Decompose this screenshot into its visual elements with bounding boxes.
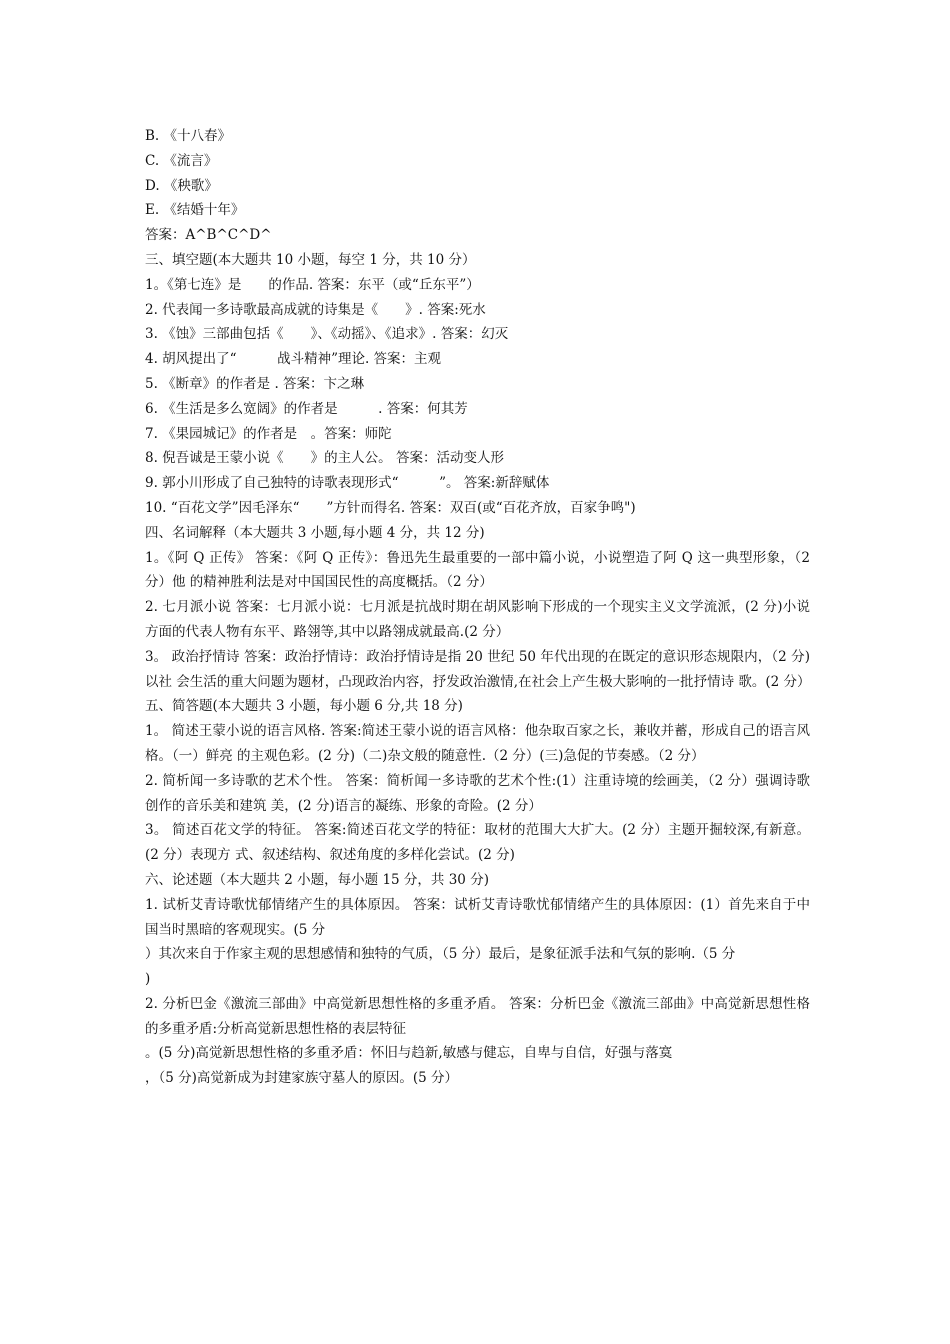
fill-blank-item: 8. 倪吾诚是王蒙小说《 》的主人公。 答案：活动变人形 [145, 450, 504, 467]
answer-line: 答案：A^B^C^D^ [145, 227, 272, 244]
option-e: E. 《结婚十年》 [145, 202, 245, 219]
short-answer-item: 3。 简述百花文学的特征。 答案:简述百花文学的特征：取材的范围大大扩大。(2 分）主题开掘较深,有新意。(2 分）表现方 式、叙述结构、叙述角度的多样化尝试。(2 分) [145, 822, 810, 864]
fill-blank-item: 9. 郭小川形成了自己独特的诗歌表现形式“ ”。 答案:新辞赋体 [145, 475, 550, 492]
fill-blank-item: 6. 《生活是多么宽阔》的作者是 . 答案：何其芳 [145, 400, 468, 417]
short-answer-item: 2. 简析闻一多诗歌的艺术个性。 答案：简析闻一多诗歌的艺术个性:(1）注重诗境的绘画美，（2 分）强调诗歌创作的音乐美和建筑 美，(2 分)语言的凝练、形象的奇险。(2 分） [145, 772, 810, 814]
fill-blank-item: 10. “百花文学”因毛泽东“ ”方针而得名. 答案：双百(或“百花齐放，百家争鸣") [145, 499, 636, 516]
essay-item-continuation: ) [145, 971, 151, 988]
essay-item-continuation: 。(5 分)高觉新思想性格的多重矛盾：怀旧与趋新,敏感与健忘，自卑与自信，好强与落寞 [145, 1045, 673, 1062]
essay-item: 1. 试析艾青诗歌忧郁情绪产生的具体原因。 答案：试析艾青诗歌忧郁情绪产生的具体原因：(1）首先来自于中国当时黑暗的客观现实。(5 分 [145, 896, 810, 938]
section-heading-short-answer: 五、简答题(本大题共 3 小题，每小题 6 分,共 18 分) [145, 698, 463, 715]
section-heading-term-definitions: 四、名词解释（本大题共 3 小题,每小题 4 分，共 12 分) [145, 524, 485, 541]
fill-blank-item: 1。《第七连》是 的作品. 答案：东平（或“丘东平”） [145, 276, 480, 293]
essay-item-continuation: ，（5 分)高觉新成为封建家族守墓人的原因。(5 分） [145, 1070, 459, 1087]
option-b: B. 《十八春》 [145, 128, 232, 144]
term-item: 3。 政治抒情诗 答案：政治抒情诗：政治抒情诗是指 20 世纪 50 年代出现的在既定的意识形态规限内，（2 分)以社 会生活的重大问题为题材，凸现政治内容，抒发政治激情,在社会上产生极大影响的一批抒情诗 歌。(2 分） [145, 648, 811, 690]
term-item: 1。《阿 Q 正传》 答案：《阿 Q 正传》：鲁迅先生最重要的一部中篇小说，小说塑造了阿 Q 这一典型形象，（2 分）他 的精神胜利法是对中国国民性的高度概括。（2 分） [145, 549, 810, 591]
document-page [145, 124, 810, 1091]
short-answer-item: 1。 简述王蒙小说的语言风格. 答案:简述王蒙小说的语言风格：他杂取百家之长，兼收并蓄，形成自己的语言风格。（一）鲜亮 的主观色彩。(2 分)（二)杂文般的随意性.（2 分）(三)急促的节奏感。（2 分） [145, 723, 810, 764]
fill-blank-item: 3. 《蚀》三部曲包括《 》、《动摇》、《追求》. 答案：幻灭 [145, 326, 509, 343]
term-item: 2. 七月派小说 答案：七月派小说：七月派是抗战时期在胡风影响下形成的一个现实主义文学流派，(2 分)小说 方面的代表人物有东平、路翎等,其中以路翎成就最高.(2 分） [145, 599, 810, 640]
essay-item-continuation: ）其次来自于作家主观的思想感情和独特的气质，（5 分）最后，是象征派手法和气氛的影响.（5 分 [145, 946, 736, 963]
fill-blank-item: 7. 《果园城记》的作者是 。答案：师陀 [145, 425, 392, 442]
section-heading-fill-blank: 三、填空题(本大题共 10 小题，每空 1 分，共 10 分） [145, 251, 476, 268]
essay-item: 2. 分析巴金《激流三部曲》中高觉新思想性格的多重矛盾。 答案：分析巴金《激流三部曲》中高觉新思想性格的多重矛盾:分析高觉新思想性格的表层特征 [145, 995, 810, 1037]
fill-blank-item: 4. 胡风提出了“ 战斗精神”理论. 答案：主观 [145, 351, 442, 368]
option-c: C. 《流言》 [145, 152, 218, 169]
fill-blank-item: 5. 《断章》的作者是 . 答案：卞之琳 [145, 375, 365, 392]
option-d: D. 《秧歌》 [145, 177, 218, 194]
fill-blank-item: 2. 代表闻一多诗歌最高成就的诗集是《 》. 答案:死水 [145, 301, 486, 318]
section-heading-essay: 六、论述题（本大题共 2 小题，每小题 15 分，共 30 分) [145, 871, 489, 888]
